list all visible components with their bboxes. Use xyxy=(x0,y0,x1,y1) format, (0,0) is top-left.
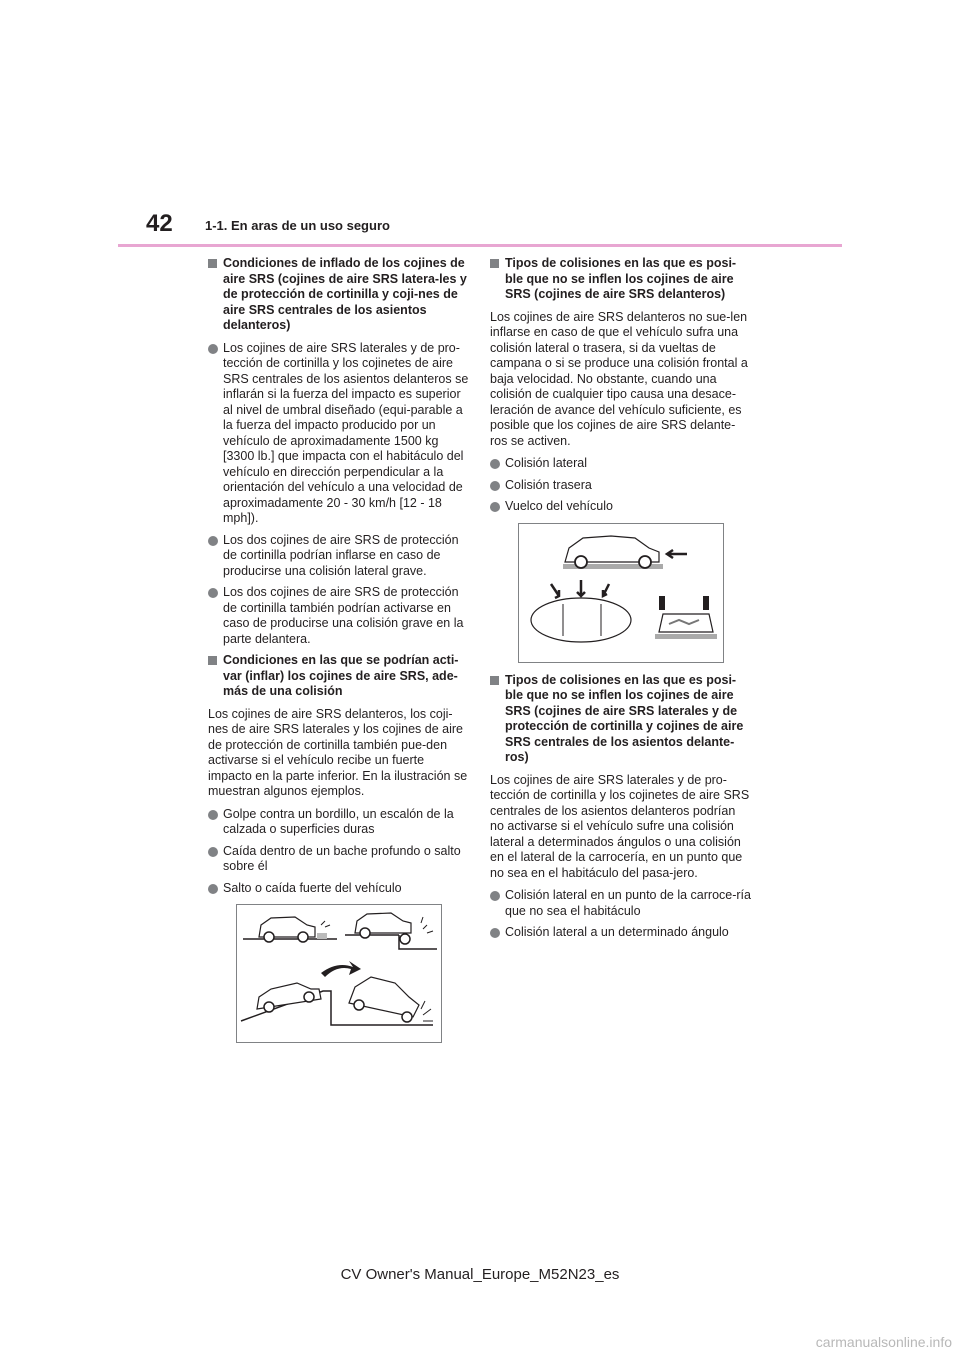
paragraph: Los cojines de aire SRS delanteros, los coji-nes de aire SRS laterales y los cojines de aire de protección de cortinilla también pue-den activarse si el vehículo recibe un fuerte impacto en la parte inferior. En la ilustración se muestran algunos ejemplos. xyxy=(208,706,468,798)
square-bullet-icon xyxy=(208,656,217,665)
page-number: 42 xyxy=(146,210,173,237)
list-item-text: Los dos cojines de aire SRS de protección de cortinilla podrían inflarse en caso de producirse una colisión lateral grave. xyxy=(223,532,459,578)
list-item xyxy=(490,478,752,494)
list-item xyxy=(490,456,752,472)
section-heading xyxy=(208,256,470,334)
round-bullet-icon xyxy=(490,459,500,469)
round-bullet-icon xyxy=(208,884,218,894)
section-heading xyxy=(490,256,752,303)
round-bullet-icon xyxy=(208,344,218,354)
square-bullet-icon xyxy=(208,259,217,268)
left-column xyxy=(208,256,470,1053)
right-column xyxy=(490,256,752,947)
paragraph: Los cojines de aire SRS laterales y de pro-tección de cortinilla y los cojinetes de aire SRS centrales de los asientos delanteros podrían no activarse si el vehículo sufre una colisión lateral a determinados ángulos o una colisión en el lateral de la carrocería, en un punto que no sea en el habitáculo del pasa-jero. xyxy=(490,772,750,880)
round-bullet-icon xyxy=(490,502,500,512)
list-item xyxy=(490,925,752,941)
header-rule xyxy=(118,244,842,247)
list-item xyxy=(208,881,470,897)
list-item xyxy=(208,807,470,838)
section-title: 1-1. En aras de un uso seguro xyxy=(205,218,390,233)
list-item xyxy=(208,341,470,527)
list-item xyxy=(208,844,470,875)
round-bullet-icon xyxy=(490,891,500,901)
impact-examples-drawing xyxy=(237,905,441,1042)
list-item-text: Los cojines de aire SRS laterales y de pro-tección de cortinilla y los cojinetes de aire SRS centrales de los asientos delanteros se inflarán si la fuerza del impacto es superior al nivel de umbral diseñado (equi-parable a la fuerza del impacto producido por un vehículo de aproximadamente 1500 kg [3300 lb.] que impacta con el habitáculo del vehículo en dirección perpendicular a la orientación del vehículo a una velocidad de aproximadamente 20 - 30 km/h [12 - 18 mph]). xyxy=(223,340,469,525)
heading-text: Condiciones de inflado de los cojines de aire SRS (cojines de aire SRS latera-les y de protección de cortinilla y coji-nes de aire SRS centrales de los asientos delanteros) xyxy=(223,256,467,332)
list-item-text: Salto o caída fuerte del vehículo xyxy=(223,880,402,895)
list-item xyxy=(208,533,470,580)
list-item xyxy=(208,585,470,647)
list-item xyxy=(490,888,752,919)
round-bullet-icon xyxy=(208,588,218,598)
round-bullet-icon xyxy=(208,536,218,546)
list-item-text: Colisión lateral a un determinado ángulo xyxy=(505,925,729,939)
heading-text: Tipos de colisiones en las que es posi-ble que no se inflen los cojines de aire SRS (cojines de aire SRS delanteros) xyxy=(505,256,737,301)
section-heading xyxy=(490,673,752,766)
list-item-text: Golpe contra un bordillo, un escalón de la calzada o superficies duras xyxy=(223,806,454,836)
list-item-text: Colisión trasera xyxy=(505,477,592,492)
list-item-text: Vuelco del vehículo xyxy=(505,499,613,513)
round-bullet-icon xyxy=(490,928,500,938)
illustration-impact-examples xyxy=(236,904,442,1043)
round-bullet-icon xyxy=(208,847,218,857)
illustration-collision-types xyxy=(518,523,724,663)
collision-types-drawing xyxy=(519,524,723,662)
heading-text: Condiciones en las que se podrían acti-var (inflar) los cojines de aire SRS, ade-más de una colisión xyxy=(223,653,459,698)
heading-text: Tipos de colisiones en las que es posi-ble que no se inflen los cojines de aire SRS (cojines de aire SRS laterales y de protección de cortinilla y cojines de aire SRS centrales de los asientos delante-ros) xyxy=(505,672,744,764)
footer-text: CV Owner's Manual_Europe_M52N23_es xyxy=(340,1266,620,1283)
paragraph: Los cojines de aire SRS delanteros no sue-len inflarse en caso de que el vehículo sufra una colisión lateral o trasera, si da vueltas de campana o si se produce una colisión frontal a baja velocidad. No obstante, cuando una colisión de cualquier tipo causa una desace-leración de avance del vehículo suficiente, es posible que los cojines de aire SRS delante-ros se activen. xyxy=(490,309,748,448)
round-bullet-icon xyxy=(208,810,218,820)
round-bullet-icon xyxy=(490,481,500,491)
square-bullet-icon xyxy=(490,259,499,268)
section-heading xyxy=(208,653,470,700)
list-item xyxy=(490,499,752,515)
watermark: carmanualsonline.info xyxy=(815,1334,952,1350)
list-item-text: Colisión lateral xyxy=(505,456,587,470)
square-bullet-icon xyxy=(490,676,499,685)
list-item-text: Los dos cojines de aire SRS de protección de cortinilla también podrían activarse en caso de producirse una colisión grave en la parte delantera. xyxy=(223,585,464,646)
list-item-text: Caída dentro de un bache profundo o salto sobre él xyxy=(223,843,461,873)
list-item-text: Colisión lateral en un punto de la carroce-ría que no sea el habitáculo xyxy=(505,888,751,918)
